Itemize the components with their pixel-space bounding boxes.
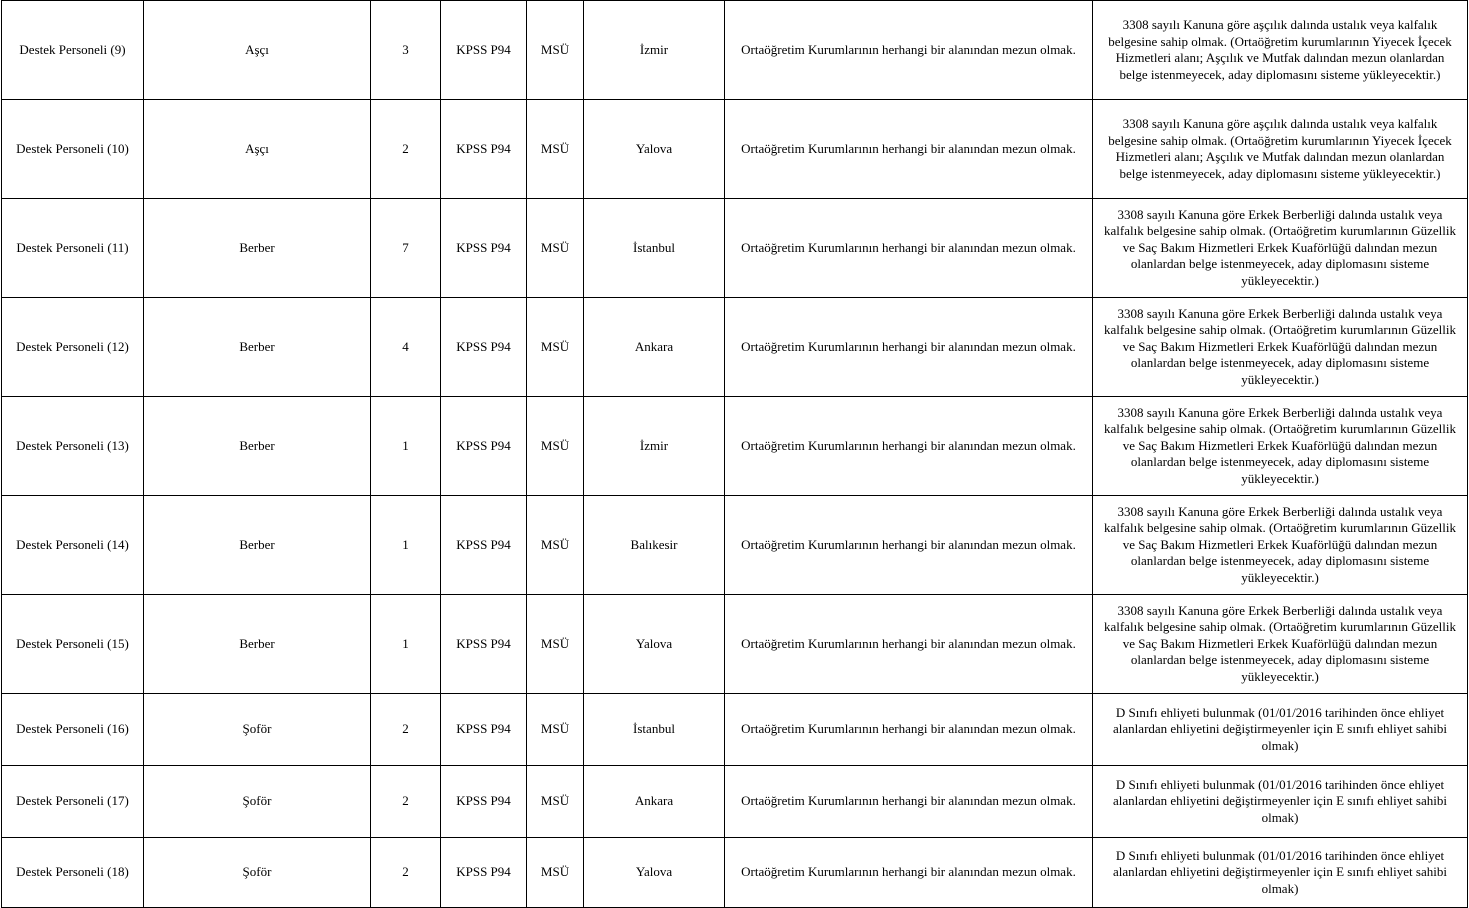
institution-cell: MSÜ xyxy=(527,1,584,100)
table-row xyxy=(2,694,1468,766)
quota-cell: 2 xyxy=(371,766,441,838)
table-row xyxy=(2,100,1468,199)
education-cell: Ortaöğretim Kurumlarının herhangi bir alanından mezun olmak. xyxy=(725,298,1093,397)
position-cell: Destek Personeli (16) xyxy=(2,694,144,766)
position-cell: Destek Personeli (9) xyxy=(2,1,144,100)
city-cell: İstanbul xyxy=(584,694,725,766)
table-row xyxy=(2,1,1468,100)
institution-cell: MSÜ xyxy=(527,298,584,397)
exam-cell: KPSS P94 xyxy=(441,838,527,908)
institution-cell: MSÜ xyxy=(527,838,584,908)
quota-cell: 3 xyxy=(371,1,441,100)
position-cell: Destek Personeli (10) xyxy=(2,100,144,199)
table-row xyxy=(2,199,1468,298)
exam-cell: KPSS P94 xyxy=(441,397,527,496)
title-cell: Berber xyxy=(144,298,371,397)
title-cell: Berber xyxy=(144,397,371,496)
quota-cell: 1 xyxy=(371,496,441,595)
title-cell: Berber xyxy=(144,496,371,595)
institution-cell: MSÜ xyxy=(527,766,584,838)
education-cell: Ortaöğretim Kurumlarının herhangi bir alanından mezun olmak. xyxy=(725,766,1093,838)
city-cell: Ankara xyxy=(584,298,725,397)
city-cell: İzmir xyxy=(584,1,725,100)
city-cell: Ankara xyxy=(584,766,725,838)
position-cell: Destek Personeli (11) xyxy=(2,199,144,298)
title-cell: Şoför xyxy=(144,838,371,908)
title-cell: Şoför xyxy=(144,694,371,766)
city-cell: Yalova xyxy=(584,595,725,694)
requirement-cell: 3308 sayılı Kanuna göre aşçılık dalında ustalık veya kalfalık belgesine sahip olmak. (Ortaöğretim kurumlarının Yiyecek İçecek Hizmetleri alanı; Aşçılık ve Mutfak dalından mezun olanlardan belge istenmeyecek, aday diplomasını sisteme yükleyecektir.) xyxy=(1093,100,1468,199)
quota-cell: 2 xyxy=(371,694,441,766)
education-cell: Ortaöğretim Kurumlarının herhangi bir alanından mezun olmak. xyxy=(725,199,1093,298)
position-cell: Destek Personeli (13) xyxy=(2,397,144,496)
requirement-cell: D Sınıfı ehliyeti bulunmak (01/01/2016 tarihinden önce ehliyet alanlardan ehliyetini değiştirmeyenler için E sınıfı ehliyet sahibi olmak) xyxy=(1093,766,1468,838)
exam-cell: KPSS P94 xyxy=(441,766,527,838)
institution-cell: MSÜ xyxy=(527,397,584,496)
position-cell: Destek Personeli (17) xyxy=(2,766,144,838)
position-cell: Destek Personeli (14) xyxy=(2,496,144,595)
table-row xyxy=(2,766,1468,838)
table-row xyxy=(2,496,1468,595)
institution-cell: MSÜ xyxy=(527,199,584,298)
exam-cell: KPSS P94 xyxy=(441,1,527,100)
quota-cell: 1 xyxy=(371,595,441,694)
title-cell: Şoför xyxy=(144,766,371,838)
table-body xyxy=(2,1,1468,908)
staff-positions-table xyxy=(1,0,1468,908)
city-cell: İzmir xyxy=(584,397,725,496)
quota-cell: 4 xyxy=(371,298,441,397)
city-cell: Yalova xyxy=(584,100,725,199)
requirement-cell: 3308 sayılı Kanuna göre Erkek Berberliği dalında ustalık veya kalfalık belgesine sahip olmak. (Ortaöğretim kurumlarının Güzellik ve Saç Bakım Hizmetleri Erkek Kuaförlüğü dalından mezun olanlardan belge istenmeyecek, aday diplomasını sisteme yükleyecektir.) xyxy=(1093,199,1468,298)
education-cell: Ortaöğretim Kurumlarının herhangi bir alanından mezun olmak. xyxy=(725,838,1093,908)
city-cell: Balıkesir xyxy=(584,496,725,595)
table-row xyxy=(2,397,1468,496)
table-row xyxy=(2,595,1468,694)
requirement-cell: 3308 sayılı Kanuna göre Erkek Berberliği dalında ustalık veya kalfalık belgesine sahip olmak. (Ortaöğretim kurumlarının Güzellik ve Saç Bakım Hizmetleri Erkek Kuaförlüğü dalından mezun olanlardan belge istenmeyecek, aday diplomasını sisteme yükleyecektir.) xyxy=(1093,397,1468,496)
exam-cell: KPSS P94 xyxy=(441,694,527,766)
institution-cell: MSÜ xyxy=(527,595,584,694)
institution-cell: MSÜ xyxy=(527,496,584,595)
position-cell: Destek Personeli (18) xyxy=(2,838,144,908)
title-cell: Aşçı xyxy=(144,1,371,100)
education-cell: Ortaöğretim Kurumlarının herhangi bir alanından mezun olmak. xyxy=(725,595,1093,694)
requirement-cell: 3308 sayılı Kanuna göre Erkek Berberliği dalında ustalık veya kalfalık belgesine sahip olmak. (Ortaöğretim kurumlarının Güzellik ve Saç Bakım Hizmetleri Erkek Kuaförlüğü dalından mezun olanlardan belge istenmeyecek, aday diplomasını sisteme yükleyecektir.) xyxy=(1093,298,1468,397)
title-cell: Aşçı xyxy=(144,100,371,199)
quota-cell: 7 xyxy=(371,199,441,298)
requirement-cell: D Sınıfı ehliyeti bulunmak (01/01/2016 tarihinden önce ehliyet alanlardan ehliyetini değiştirmeyenler için E sınıfı ehliyet sahibi olmak) xyxy=(1093,838,1468,908)
city-cell: İstanbul xyxy=(584,199,725,298)
education-cell: Ortaöğretim Kurumlarının herhangi bir alanından mezun olmak. xyxy=(725,1,1093,100)
title-cell: Berber xyxy=(144,199,371,298)
education-cell: Ortaöğretim Kurumlarının herhangi bir alanından mezun olmak. xyxy=(725,694,1093,766)
requirement-cell: 3308 sayılı Kanuna göre Erkek Berberliği dalında ustalık veya kalfalık belgesine sahip olmak. (Ortaöğretim kurumlarının Güzellik ve Saç Bakım Hizmetleri Erkek Kuaförlüğü dalından mezun olanlardan belge istenmeyecek, aday diplomasını sisteme yükleyecektir.) xyxy=(1093,496,1468,595)
institution-cell: MSÜ xyxy=(527,694,584,766)
exam-cell: KPSS P94 xyxy=(441,595,527,694)
exam-cell: KPSS P94 xyxy=(441,298,527,397)
institution-cell: MSÜ xyxy=(527,100,584,199)
education-cell: Ortaöğretim Kurumlarının herhangi bir alanından mezun olmak. xyxy=(725,100,1093,199)
exam-cell: KPSS P94 xyxy=(441,100,527,199)
requirement-cell: 3308 sayılı Kanuna göre aşçılık dalında ustalık veya kalfalık belgesine sahip olmak. (Ortaöğretim kurumlarının Yiyecek İçecek Hizmetleri alanı; Aşçılık ve Mutfak dalından mezun olanlardan belge istenmeyecek, aday diplomasını sisteme yükleyecektir.) xyxy=(1093,1,1468,100)
exam-cell: KPSS P94 xyxy=(441,496,527,595)
position-cell: Destek Personeli (15) xyxy=(2,595,144,694)
education-cell: Ortaöğretim Kurumlarının herhangi bir alanından mezun olmak. xyxy=(725,496,1093,595)
education-cell: Ortaöğretim Kurumlarının herhangi bir alanından mezun olmak. xyxy=(725,397,1093,496)
exam-cell: KPSS P94 xyxy=(441,199,527,298)
requirement-cell: 3308 sayılı Kanuna göre Erkek Berberliği dalında ustalık veya kalfalık belgesine sahip olmak. (Ortaöğretim kurumlarının Güzellik ve Saç Bakım Hizmetleri Erkek Kuaförlüğü dalından mezun olanlardan belge istenmeyecek, aday diplomasını sisteme yükleyecektir.) xyxy=(1093,595,1468,694)
requirement-cell: D Sınıfı ehliyeti bulunmak (01/01/2016 tarihinden önce ehliyet alanlardan ehliyetini değiştirmeyenler için E sınıfı ehliyet sahibi olmak) xyxy=(1093,694,1468,766)
title-cell: Berber xyxy=(144,595,371,694)
quota-cell: 2 xyxy=(371,100,441,199)
position-cell: Destek Personeli (12) xyxy=(2,298,144,397)
quota-cell: 1 xyxy=(371,397,441,496)
quota-cell: 2 xyxy=(371,838,441,908)
city-cell: Yalova xyxy=(584,838,725,908)
table-row xyxy=(2,838,1468,908)
table-row xyxy=(2,298,1468,397)
